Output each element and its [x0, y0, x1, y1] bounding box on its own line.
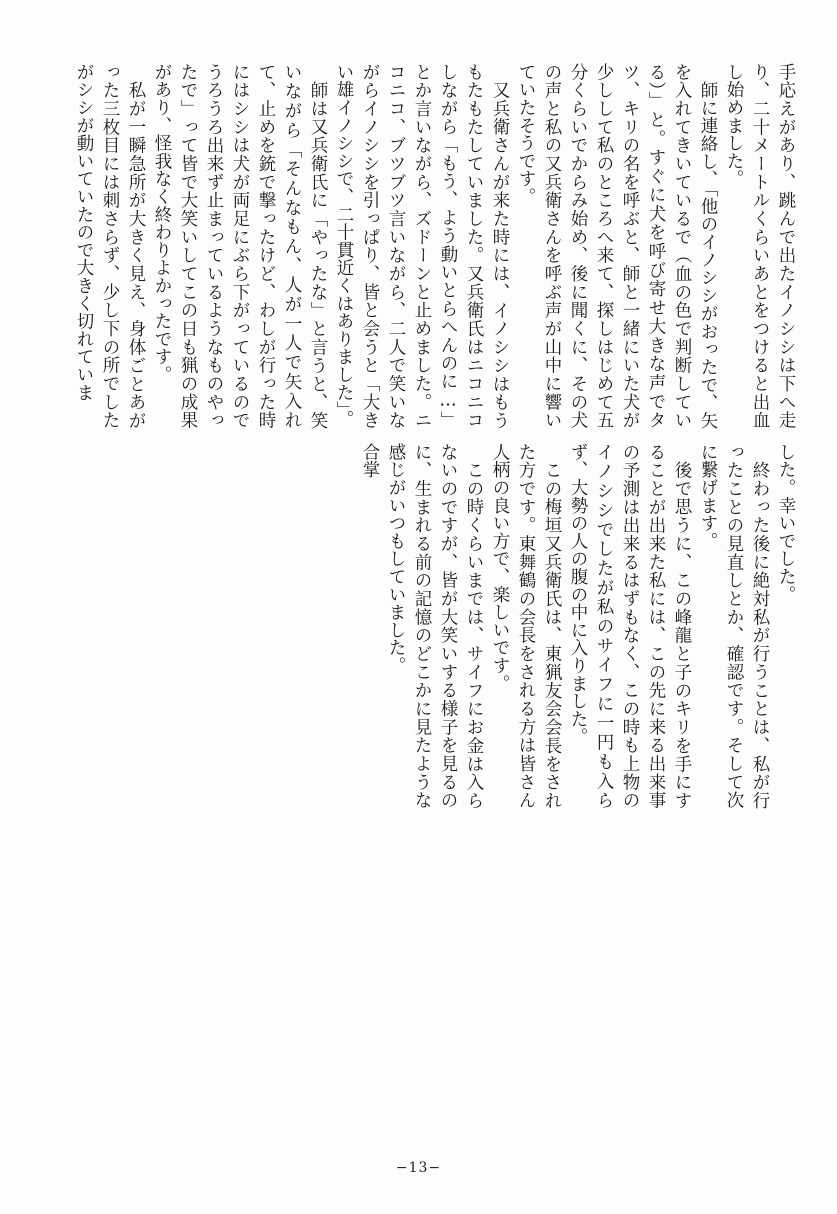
paragraph: この梅垣又兵衛氏は、東猟友会会長をされた方です。東舞鶴の会長をされる方は皆さん人柄の良い方で、楽しいです。	[490, 443, 562, 809]
paragraph: 又兵衛さんが来た時には、イノシシはもうもたもたしていました。又兵衛氏はニコニコしながら「もう、よう動いとらへんのに…」とか言いながら、ズドーンと止めました。ニコニコ、ブツブツ言いながら、二人で笑いながらイノシシを引っぱり、皆と会うと「大きい雄イノシシで、二十貫近くはありました」。	[334, 63, 510, 429]
upper-text-column-block	[59, 63, 799, 429]
paragraph: した。幸いでした。	[776, 443, 796, 604]
closing-phrase: 合掌	[360, 443, 380, 479]
paragraph: 後で思うに、この峰龍と子のキリを手にすることが出来た私には、この先に来る出来事の予測は出来るはずもなく、この時も上物のイノシシでしたが私のサイフに一円も入らず、大勢の人の腹の中に入りました。	[568, 443, 692, 809]
lower-text-column-block	[59, 443, 799, 809]
paragraph: 師に連絡し、「他のイノシシがおったで、矢を入れてきいているで（血の色で判断している）」と。すぐに犬を呼び寄せ大きな声でタツ、キリの名を呼ぶと、師と一緒にいた犬が少しして私のところへ来て、探しはじめて五分くらいでからみ始め、後に聞くに、その犬の声と私の又兵衛さんを呼ぶ声が山中に響いていたそうです。	[516, 63, 718, 429]
paragraph: 私が一瞬急所が大きく見え、身体ごとあがった三枚目には刺さらず、少し下の所でしたがシシが動いていたので大きく切れていま	[74, 63, 146, 429]
paragraph: 手応えがあり、跳んで出たイノシシは下へ走り、二十メートルくらいあとをつけると出血し始めました。	[724, 63, 796, 429]
page-number: −13−	[395, 1160, 442, 1176]
paragraph: この時くらいまでは、サイフにお金は入らないのですが、皆が大笑いする様子を見るのに、生まれる前の記憶のどこかに見たような感じがいつもしていました。	[386, 443, 484, 809]
paragraph: 終わった後に絶対私が行うことは、私が行ったことの見直しとか、確認です。そして次に繋げます。	[698, 443, 770, 809]
paragraph: 師は又兵衛氏に「やったな」と言うと、笑いながら「そんなもん、人が一人で矢入れて、止めを銃で撃ったけど、わしが行った時にはシシは犬が両足にぶら下がっているのでうろうろ出来ず止まっているようなものやったで」って皆で大笑いしてこの日も猟の成果があり、怪我なく終わりよかったです。	[152, 63, 328, 429]
